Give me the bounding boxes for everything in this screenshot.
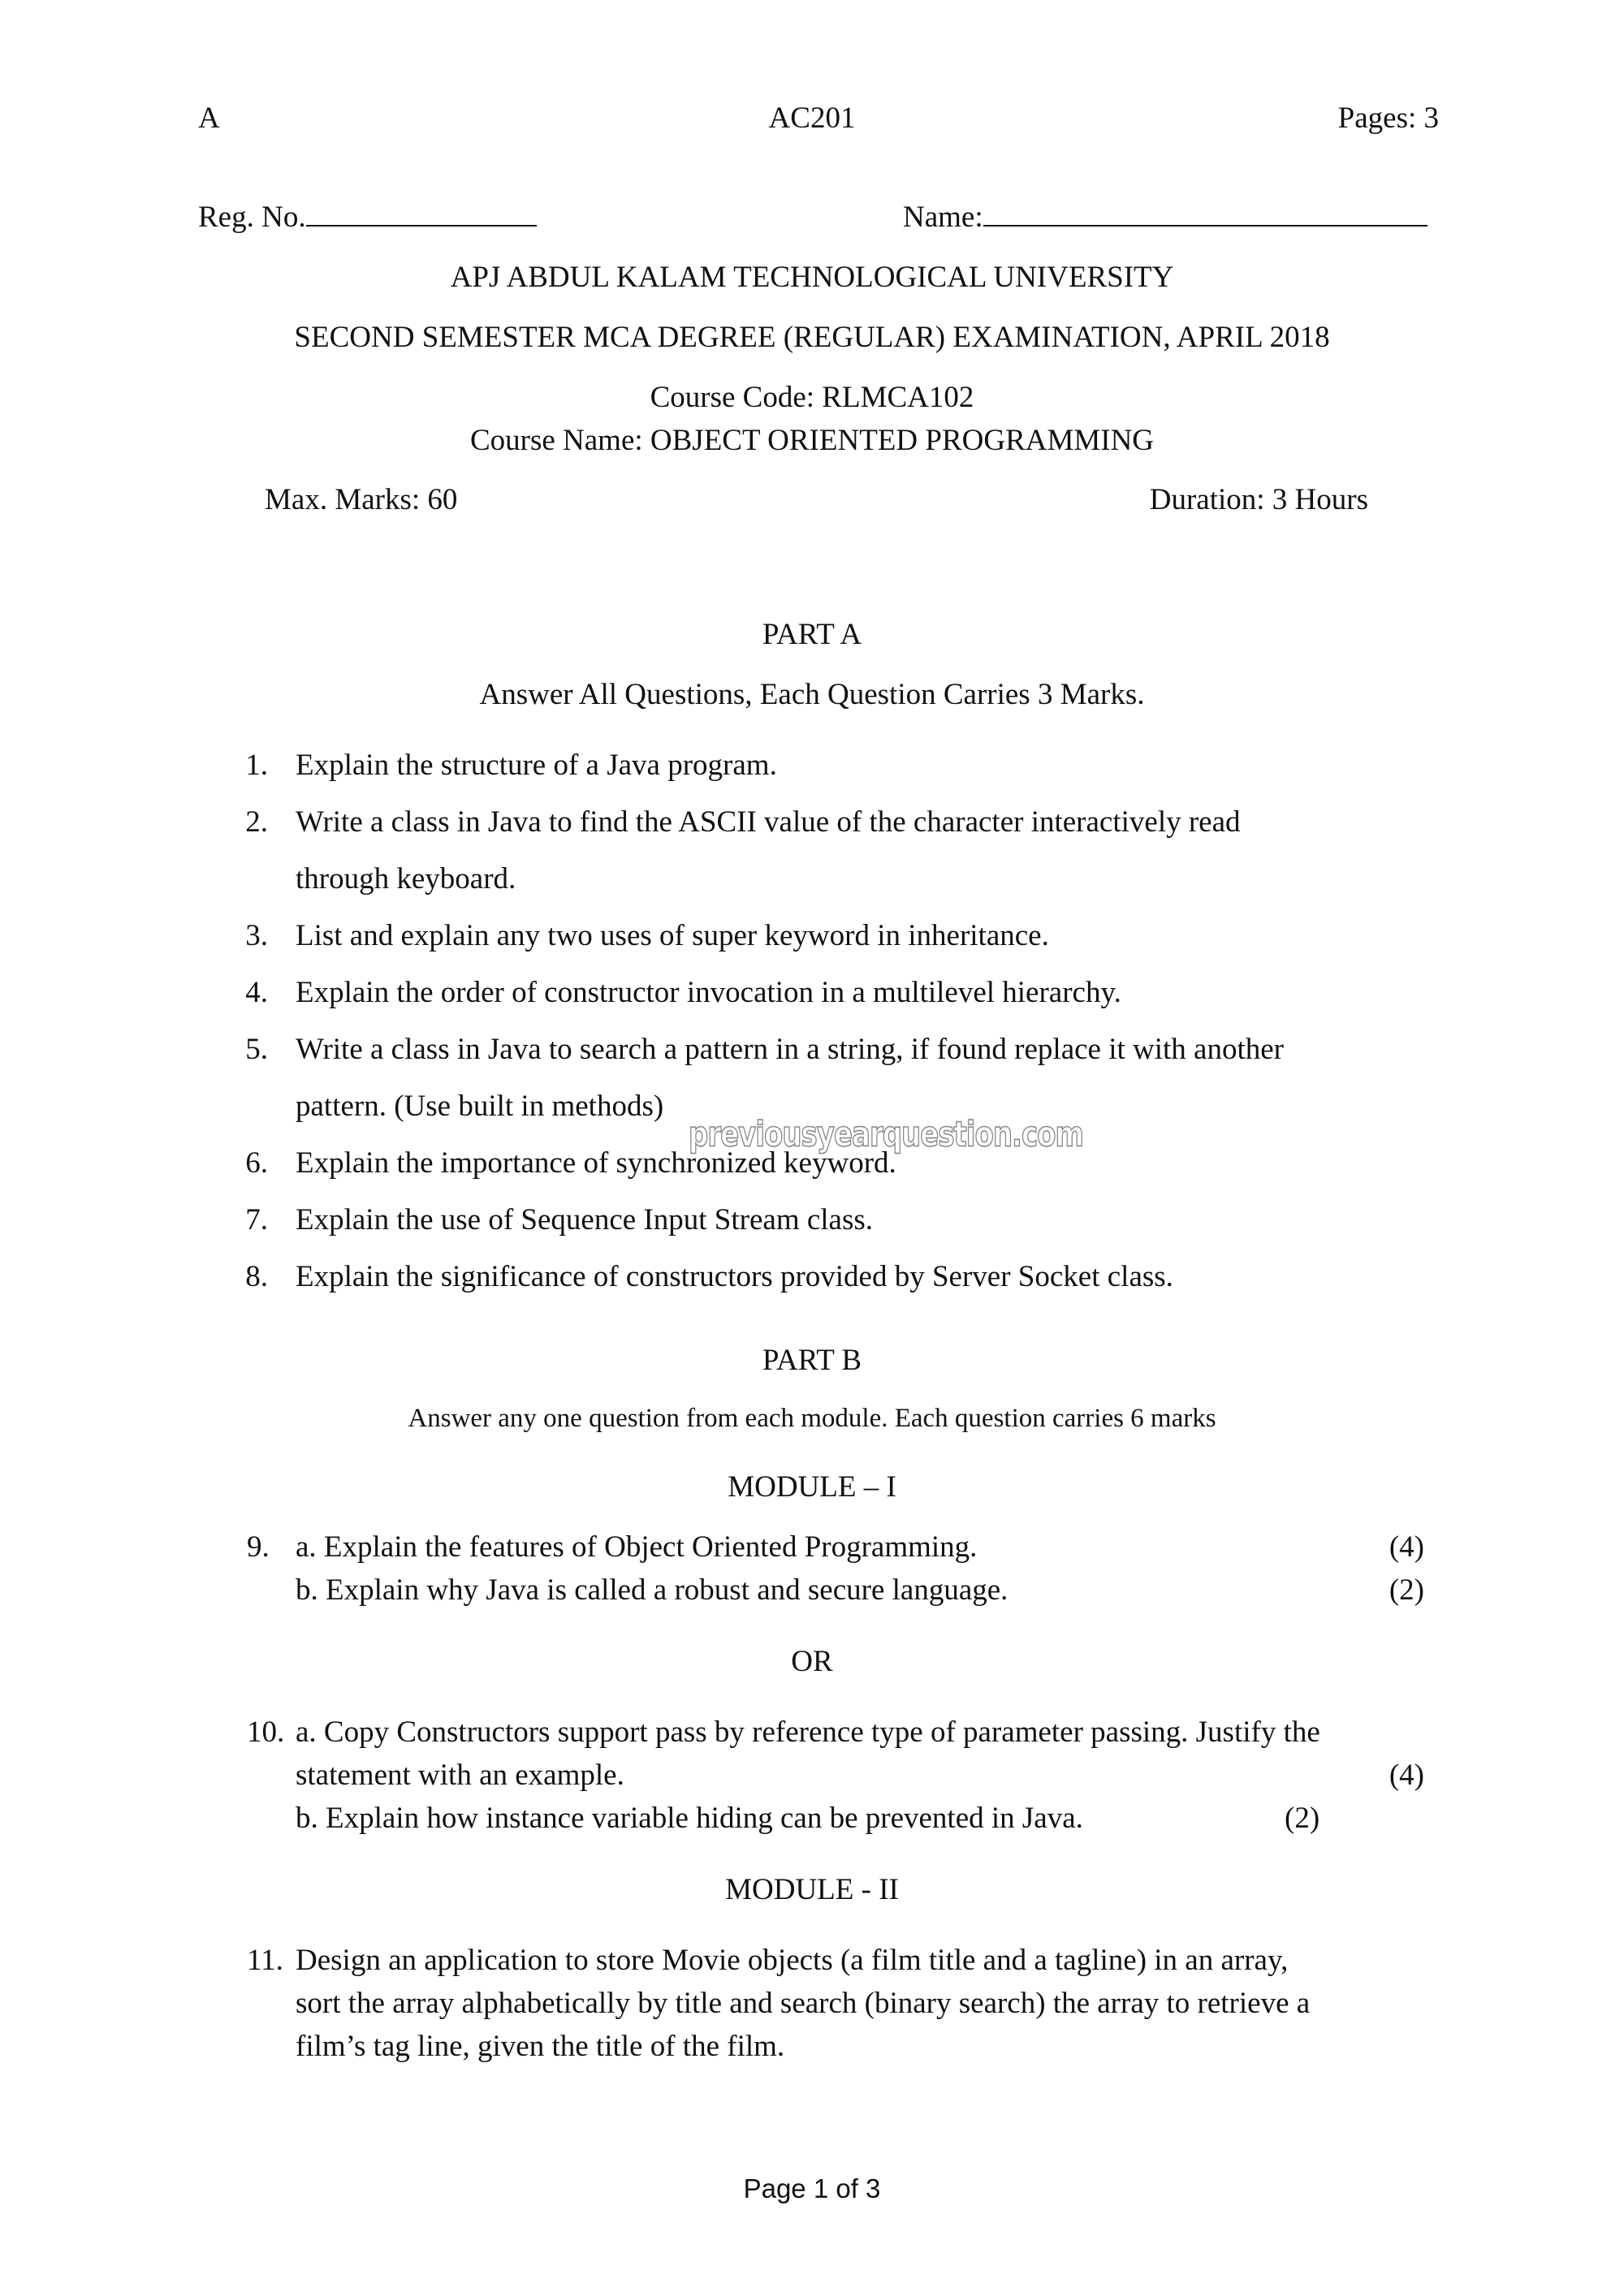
question-text-cont: through keyboard. (296, 862, 516, 896)
question-text: Write a class in Java to search a pattern in a string, if found replace it with another (296, 1033, 1285, 1066)
question-number: 3. (245, 919, 268, 952)
marks-badge: (2) (1285, 1802, 1320, 1835)
question-9b-text: b. Explain why Java is called a robust and secure language. (296, 1573, 1009, 1607)
pages-count: Pages: 3 (1337, 101, 1439, 135)
question-number: 1. (245, 749, 268, 782)
question-number: 10. (247, 1716, 285, 1749)
question-text: Explain the use of Sequence Input Stream class. (296, 1203, 874, 1236)
question-11-text-cont: film’s tag line, given the title of the film. (296, 2030, 785, 2063)
page-footer: Page 1 of 3 (743, 2173, 881, 2203)
question-10a-text: a. Copy Constructors support pass by reference type of parameter passing. Justify the (296, 1716, 1320, 1749)
exam-title: SECOND SEMESTER MCA DEGREE (REGULAR) EXAMINATION, APRIL 2018 (294, 321, 1330, 354)
question-number: 6. (245, 1146, 268, 1180)
question-10b-text: b. Explain how instance variable hiding can be prevented in Java. (296, 1802, 1083, 1835)
name-label: Name: (903, 201, 983, 234)
module-1-title: MODULE – I (728, 1470, 896, 1504)
marks-badge: (4) (1389, 1759, 1424, 1792)
question-text: Explain the order of constructor invocation in a multilevel hierarchy. (296, 976, 1121, 1009)
reg-no-field (198, 200, 537, 235)
module-2-title: MODULE - II (725, 1873, 899, 1906)
question-number: 8. (245, 1260, 268, 1293)
name-blank (983, 201, 1427, 227)
question-number: 2. (245, 805, 268, 839)
question-text: List and explain any two uses of super keyword in inheritance. (296, 919, 1049, 952)
duration: Duration: 3 Hours (1149, 483, 1368, 516)
part-a-instruction: Answer All Questions, Each Question Carries 3 Marks. (479, 678, 1145, 711)
question-11-text: Design an application to store Movie objects (a film title and a tagline) in an array, (296, 1944, 1289, 1977)
question-number: 11. (247, 1944, 283, 1977)
marks-badge: (2) (1389, 1573, 1424, 1607)
name-field (903, 200, 1427, 235)
question-text: Explain the importance of synchronized keyword. (296, 1146, 896, 1180)
part-b-title: PART B (762, 1344, 862, 1377)
part-b-instruction: Answer any one question from each module. Each question carries 6 marks (408, 1404, 1216, 1433)
part-a-title: PART A (762, 618, 862, 651)
watermark-logo: previousyearquestion.com (689, 1114, 1083, 1155)
university-name: APJ ABDUL KALAM TECHNOLOGICAL UNIVERSITY (450, 261, 1174, 294)
course-code: Course Code: RLMCA102 (650, 381, 974, 414)
course-name: Course Name: OBJECT ORIENTED PROGRAMMING (469, 424, 1155, 457)
reg-no-label: Reg. No. (198, 201, 306, 234)
marks-badge: (4) (1389, 1530, 1424, 1564)
question-9a-text: a. Explain the features of Object Oriented Programming. (296, 1530, 978, 1564)
question-11-text-cont: sort the array alphabetically by title and search (binary search) the array to retrieve a (296, 1987, 1311, 2020)
max-marks: Max. Marks: 60 (265, 483, 458, 516)
or-separator: OR (791, 1645, 833, 1678)
question-number: 4. (245, 976, 268, 1009)
question-10a-text-cont: statement with an example. (296, 1759, 624, 1792)
question-number: 9. (247, 1530, 270, 1564)
question-text: Explain the structure of a Java program. (296, 749, 777, 782)
question-text: Explain the significance of constructors provided by Server Socket class. (296, 1260, 1173, 1293)
reg-no-blank (306, 201, 537, 227)
question-number: 7. (245, 1203, 268, 1236)
question-text-cont: pattern. (Use built in methods) (296, 1090, 664, 1123)
exam-code: AC201 (768, 101, 856, 135)
question-text: Write a class in Java to find the ASCII value of the character interactively read (296, 805, 1241, 839)
series-label: A (198, 101, 220, 135)
question-number: 5. (245, 1033, 268, 1066)
